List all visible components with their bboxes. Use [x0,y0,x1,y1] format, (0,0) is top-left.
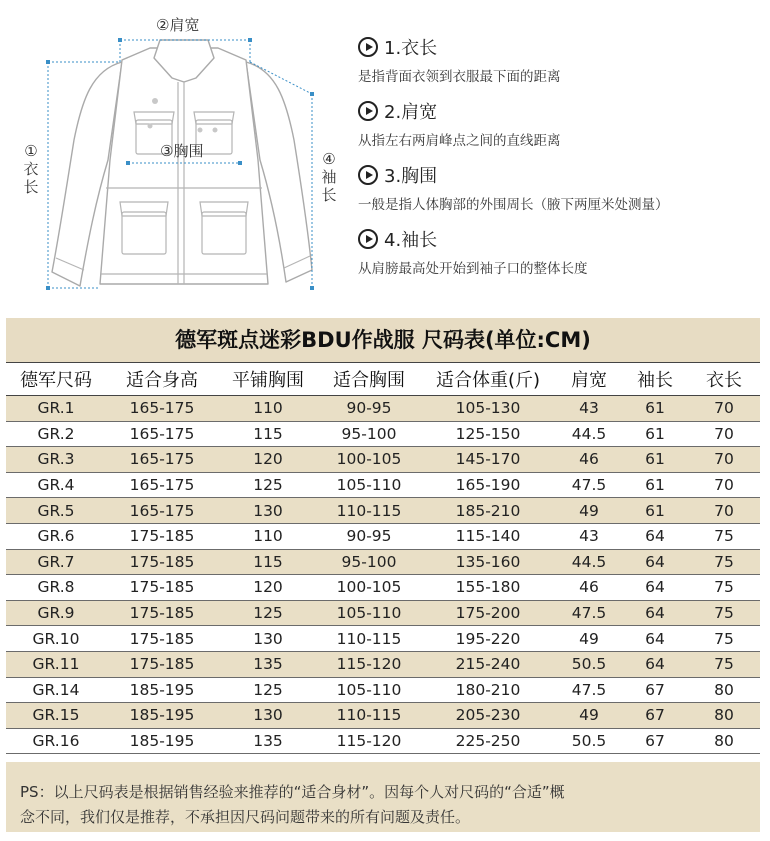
table-cell: 125 [218,677,318,703]
table-cell: 175-185 [106,523,218,549]
definition-title: 2.肩宽 [384,102,438,123]
table-cell: 175-185 [106,626,218,652]
table-cell: 75 [688,575,760,601]
table-cell: 135-160 [420,549,556,575]
table-cell: 110 [218,396,318,422]
column-header: 肩宽 [556,363,622,396]
table-cell: 80 [688,703,760,729]
definition-sleeve [358,226,758,277]
table-cell: 110-115 [318,626,420,652]
table-cell: 115-120 [318,651,420,677]
table-cell: 105-130 [420,396,556,422]
play-circle-icon [358,229,378,249]
table-cell: 125 [218,472,318,498]
table-cell: 61 [622,447,688,473]
table-cell: 75 [688,523,760,549]
table-cell: GR.16 [6,728,106,754]
table-cell: 46 [556,447,622,473]
table-cell: 64 [622,651,688,677]
table-cell: 95-100 [318,421,420,447]
table-row [6,600,760,626]
column-header: 适合身高 [106,363,218,396]
table-cell: 70 [688,472,760,498]
table-cell: 70 [688,421,760,447]
table-cell: 175-185 [106,651,218,677]
definition-chest [358,162,758,213]
definition-title: 1.衣长 [384,38,438,59]
definition-shoulder [358,98,758,149]
table-row [6,703,760,729]
table-cell: 165-175 [106,447,218,473]
sleeve-label: ④袖长 [321,150,337,204]
disclaimer-note [6,762,760,832]
table-cell: 67 [622,728,688,754]
table-cell: 125-150 [420,421,556,447]
table-cell: 44.5 [556,549,622,575]
table-cell: 145-170 [420,447,556,473]
table-cell: 64 [622,626,688,652]
column-header: 德军尺码 [6,363,106,396]
table-cell: GR.6 [6,523,106,549]
definition-desc: 是指背面衣领到衣服最下面的距离 [358,69,561,85]
table-cell: 110 [218,523,318,549]
table-cell: 130 [218,626,318,652]
table-cell: 61 [622,472,688,498]
table-row [6,396,760,422]
size-chart-title: 德军斑点迷彩BDU作战服 尺码表(单位:CM) [6,318,760,362]
table-cell: 185-210 [420,498,556,524]
table-cell: 175-185 [106,549,218,575]
table-cell: 100-105 [318,575,420,601]
table-cell: GR.2 [6,421,106,447]
table-cell: 64 [622,600,688,626]
table-cell: 185-195 [106,703,218,729]
table-cell: 49 [556,703,622,729]
table-cell: 70 [688,498,760,524]
table-cell: 105-110 [318,600,420,626]
table-cell: 185-195 [106,728,218,754]
table-cell: 67 [622,703,688,729]
chest-label: ③胸围 [160,142,204,160]
table-cell: GR.4 [6,472,106,498]
table-cell: 225-250 [420,728,556,754]
table-cell: 46 [556,575,622,601]
table-cell: 165-175 [106,498,218,524]
table-cell: 175-200 [420,600,556,626]
table-row [6,498,760,524]
table-cell: GR.7 [6,549,106,575]
definition-desc: 从指左右两肩峰点之间的直线距离 [358,133,561,149]
table-cell: 75 [688,651,760,677]
table-cell: 130 [218,703,318,729]
table-cell: GR.9 [6,600,106,626]
column-header: 袖长 [622,363,688,396]
note-line: PS：以上尺码表是根据销售经验来推荐的“适合身材”。因每个人对尺码的“合适”概 [20,783,565,801]
table-cell: 110-115 [318,498,420,524]
table-cell: 67 [622,677,688,703]
table-cell: GR.10 [6,626,106,652]
size-chart [6,318,760,754]
table-cell: 61 [622,498,688,524]
table-cell: 185-195 [106,677,218,703]
table-cell: 75 [688,626,760,652]
definition-length [358,34,758,85]
note-line: 念不同，我们仅是推荐，不承担因尺码问题带来的所有问题及责任。 [20,808,471,826]
table-cell: 155-180 [420,575,556,601]
table-cell: 120 [218,447,318,473]
table-cell: 180-210 [420,677,556,703]
shoulder-width-label: ②肩宽 [156,16,200,34]
table-cell: 115 [218,421,318,447]
table-cell: 120 [218,575,318,601]
play-circle-icon [358,37,378,57]
table-cell: 44.5 [556,421,622,447]
table-cell: 47.5 [556,677,622,703]
table-cell: 125 [218,600,318,626]
table-cell: 49 [556,498,622,524]
table-cell: 80 [688,677,760,703]
table-cell: 165-175 [106,472,218,498]
table-cell: 61 [622,396,688,422]
definition-desc: 从肩膀最高处开始到袖子口的整体长度 [358,261,588,277]
table-cell: 115-140 [420,523,556,549]
table-cell: 115 [218,549,318,575]
table-cell: 100-105 [318,447,420,473]
table-cell: 75 [688,600,760,626]
table-row [6,626,760,652]
table-cell: 165-190 [420,472,556,498]
table-cell: 110-115 [318,703,420,729]
table-cell: 135 [218,651,318,677]
table-cell: 70 [688,396,760,422]
play-circle-icon [358,165,378,185]
table-row [6,447,760,473]
table-cell: 205-230 [420,703,556,729]
column-header: 平铺胸围 [218,363,318,396]
definition-title: 4.袖长 [384,230,438,251]
table-cell: 50.5 [556,651,622,677]
definition-desc: 一般是指人体胸部的外围周长（腋下两厘米处测量） [358,197,669,213]
table-cell: GR.14 [6,677,106,703]
table-cell: 64 [622,523,688,549]
table-cell: 64 [622,575,688,601]
table-cell: 130 [218,498,318,524]
table-cell: 49 [556,626,622,652]
table-cell: 165-175 [106,421,218,447]
table-row [6,523,760,549]
table-row [6,728,760,754]
column-header: 衣长 [688,363,760,396]
table-cell: 95-100 [318,549,420,575]
table-cell: 90-95 [318,523,420,549]
table-cell: 43 [556,523,622,549]
table-cell: 80 [688,728,760,754]
table-cell: GR.5 [6,498,106,524]
jacket-diagram [0,0,345,310]
table-cell: 70 [688,447,760,473]
table-cell: 105-110 [318,472,420,498]
table-cell: 47.5 [556,600,622,626]
table-cell: GR.15 [6,703,106,729]
table-cell: GR.11 [6,651,106,677]
table-cell: 115-120 [318,728,420,754]
table-cell: GR.1 [6,396,106,422]
table-header-row [6,363,760,396]
column-header: 适合胸围 [318,363,420,396]
table-cell: 195-220 [420,626,556,652]
table-cell: 43 [556,396,622,422]
table-cell: 165-175 [106,396,218,422]
table-row [6,549,760,575]
size-table [6,362,760,754]
table-row [6,421,760,447]
table-cell: 175-185 [106,575,218,601]
table-cell: 90-95 [318,396,420,422]
table-row [6,575,760,601]
measurement-definitions [358,34,758,290]
table-cell: 50.5 [556,728,622,754]
definition-title: 3.胸围 [384,166,438,187]
table-row [6,677,760,703]
table-cell: 105-110 [318,677,420,703]
table-cell: 61 [622,421,688,447]
table-cell: 47.5 [556,472,622,498]
column-header: 适合体重(斤) [420,363,556,396]
table-body [6,396,760,754]
table-cell: 135 [218,728,318,754]
table-cell: 75 [688,549,760,575]
table-cell: 175-185 [106,600,218,626]
table-row [6,472,760,498]
table-row [6,651,760,677]
table-cell: 215-240 [420,651,556,677]
table-cell: GR.3 [6,447,106,473]
play-circle-icon [358,101,378,121]
size-guide-header [0,0,770,310]
table-cell: 64 [622,549,688,575]
length-label: ①衣长 [23,142,39,196]
table-cell: GR.8 [6,575,106,601]
